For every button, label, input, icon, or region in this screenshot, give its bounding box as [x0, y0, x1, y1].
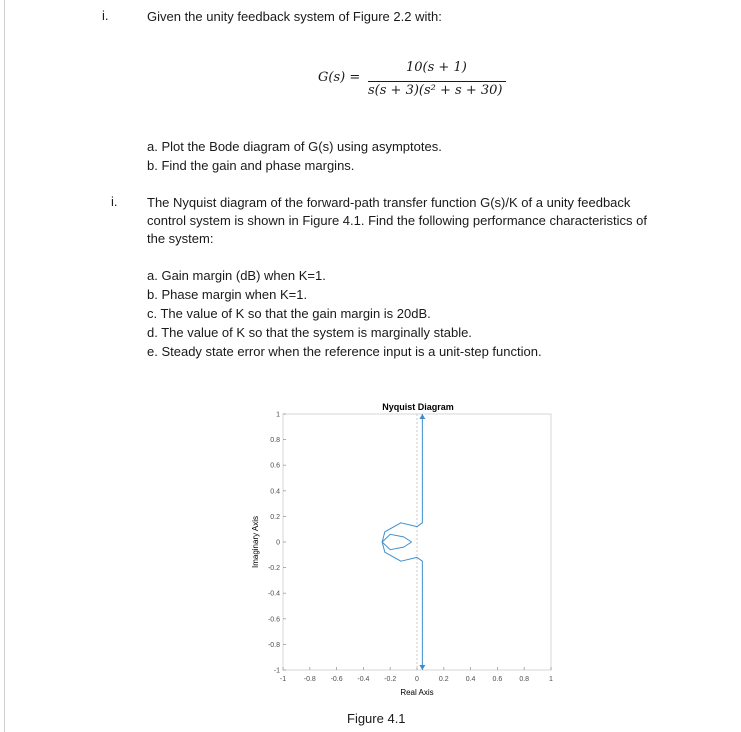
x-tick-label: 0: [415, 676, 419, 683]
y-tick-label: -0.4: [267, 590, 280, 598]
list-item: b. Find the gain and phase margins.: [147, 158, 355, 173]
fraction-bar: [368, 81, 506, 82]
equation-denominator: s(s + 3)(s² + s + 30): [368, 83, 503, 98]
x-tick-label: 0.2: [438, 676, 449, 683]
q2-intro-line: control system is shown in Figure 4.1. Find the following performance characteristics of: [147, 213, 647, 228]
y-tick-label: -0.2: [267, 565, 280, 573]
x-axis-label: Real Axis: [400, 688, 434, 697]
q1-item-list: [147, 137, 442, 175]
figure-caption: Figure 4.1: [347, 711, 406, 726]
x-tick-label: -0.2: [384, 676, 397, 683]
list-item: c. The value of K so that the gain margin is 20dB.: [147, 306, 431, 321]
q2-intro: [147, 194, 707, 248]
x-tick-label: 0.4: [465, 676, 476, 683]
transfer-function-equation: [318, 57, 518, 101]
list-item: a. Gain margin (dB) when K=1.: [147, 268, 326, 283]
y-tick-label: -0.8: [267, 641, 280, 649]
list-item: a. Plot the Bode diagram of G(s) using asymptotes.: [147, 139, 442, 154]
y-tick-label: 0.2: [270, 513, 280, 521]
nyquist-chart: [250, 398, 560, 700]
q2-intro-line: the system:: [147, 231, 214, 246]
x-tick-label: -0.6: [330, 676, 343, 683]
list-item: d. The value of K so that the system is marginally stable.: [147, 325, 472, 340]
q2-marker: i.: [111, 194, 118, 209]
x-tick-label: 1: [549, 676, 553, 683]
y-tick-label: 0.8: [270, 437, 280, 445]
x-tick-label: 0.6: [492, 676, 503, 683]
y-tick-label: -0.6: [267, 616, 280, 624]
list-item: e. Steady state error when the reference input is a unit-step function.: [147, 344, 542, 359]
q2-intro-line: The Nyquist diagram of the forward-path transfer function G(s)/K of a unity feedback: [147, 195, 631, 210]
list-item: b. Phase margin when K=1.: [147, 287, 308, 302]
q2-item-list: [147, 266, 542, 361]
q1-intro: Given the unity feedback system of Figure 2.2 with:: [147, 9, 442, 24]
y-tick-label: 0.4: [270, 488, 280, 496]
chart-title: Nyquist Diagram: [382, 402, 454, 412]
y-tick-label: 0.6: [270, 462, 280, 470]
q1-marker: i.: [102, 8, 109, 23]
x-tick-label: -0.8: [303, 676, 316, 683]
y-axis-label: Imaginary Axis: [251, 515, 260, 569]
y-tick-label: 1: [276, 411, 280, 419]
y-tick-label: -1: [273, 667, 280, 675]
x-tick-label: -0.4: [357, 676, 370, 683]
x-tick-label: 0.8: [519, 676, 530, 683]
equation-numerator: 10(s + 1): [406, 60, 467, 75]
x-tick-label: -1: [279, 676, 287, 683]
y-tick-label: 0: [276, 539, 280, 547]
page-edge: [4, 0, 5, 732]
equation-lhs: G(s) =: [318, 70, 361, 85]
